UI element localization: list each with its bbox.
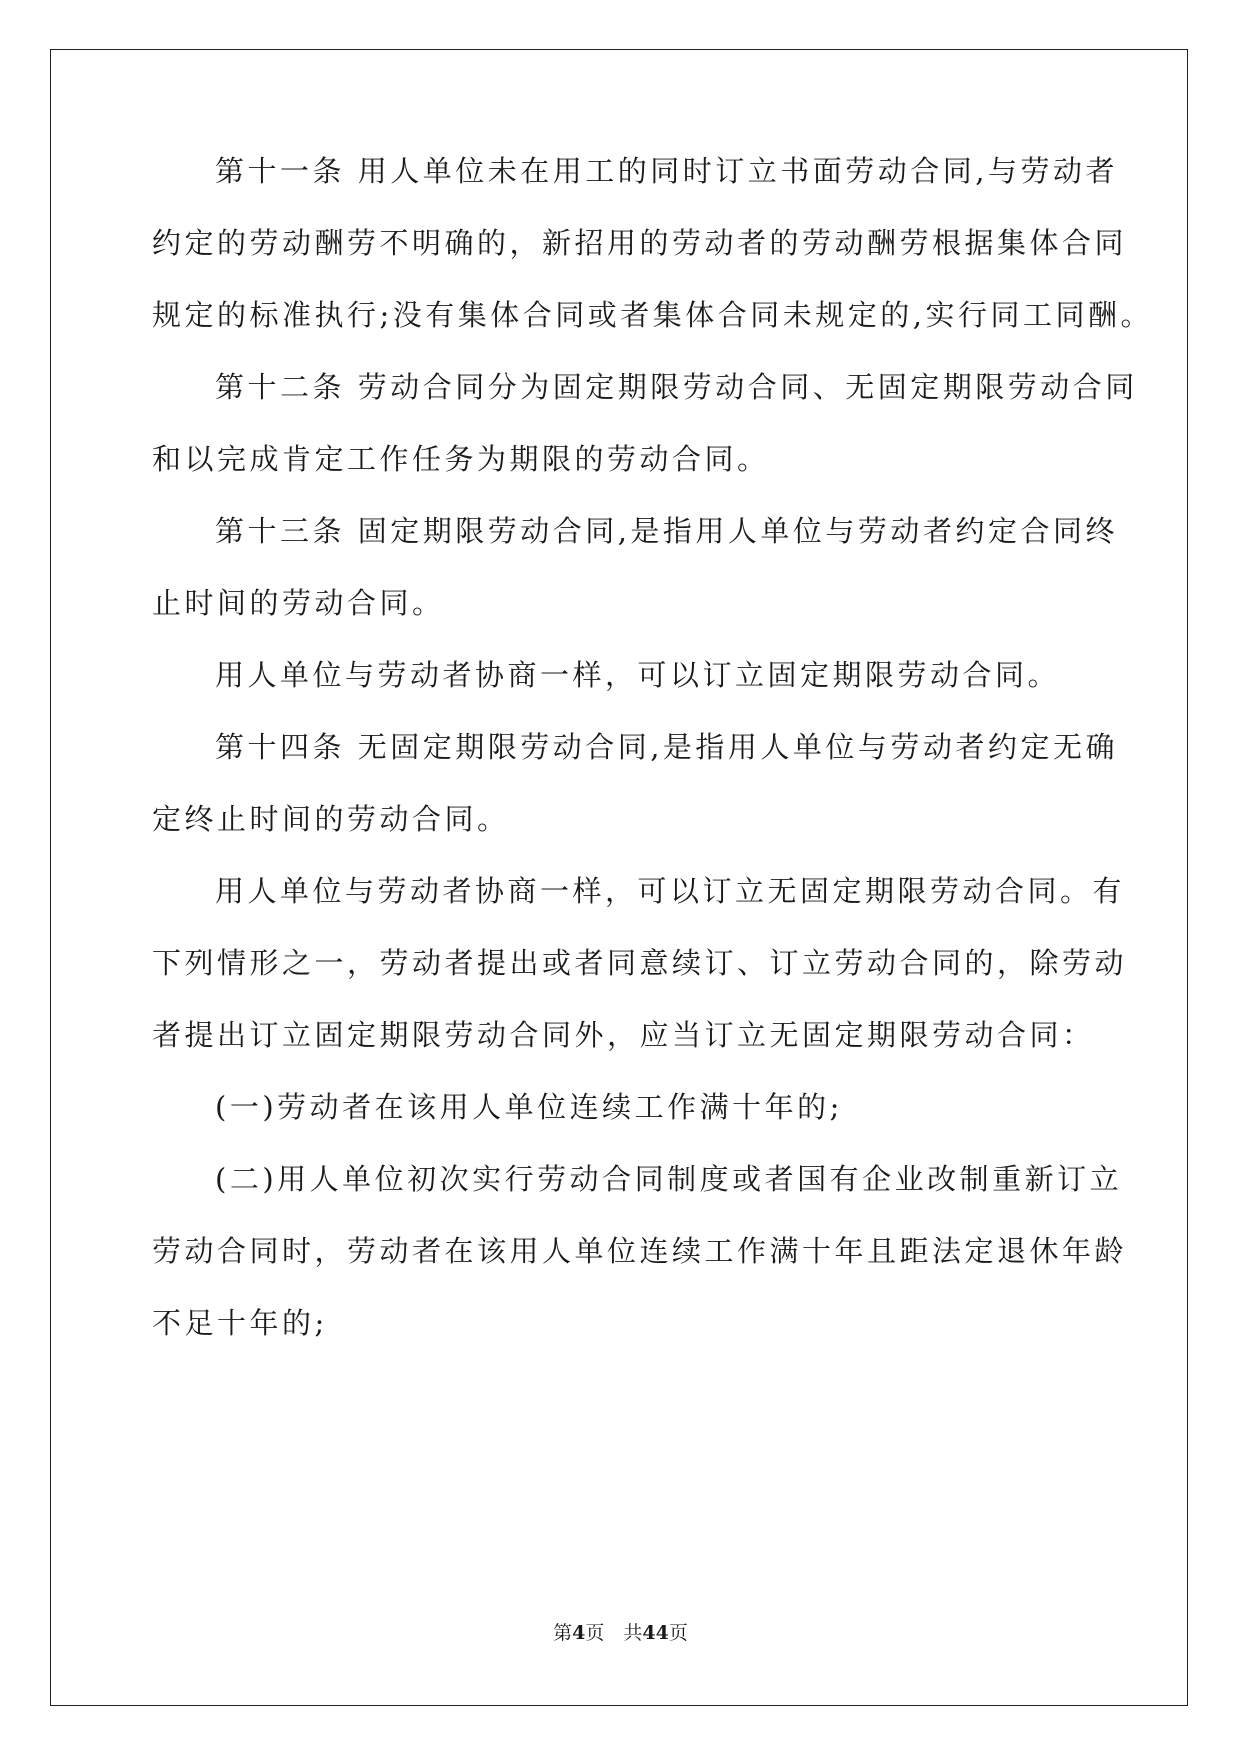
article-11-line-1: 第十一条 用人单位未在用工的同时订立书面劳动合同,与劳动者 <box>215 154 1118 188</box>
footer-middle: 页 共 <box>585 1622 643 1644</box>
article-14-paragraph-2-line-3: 者提出订立固定期限劳动合同外，应当订立无固定期限劳动合同： <box>152 1018 1095 1052</box>
footer-prefix: 第 <box>553 1622 573 1644</box>
page-footer <box>0 1622 1241 1644</box>
article-13-line-2: 止时间的劳动合同。 <box>152 586 445 620</box>
clause-2-line-1: (二)用人单位初次实行劳动合同制度或者国有企业改制重新订立 <box>215 1162 1123 1196</box>
clause-2-line-2: 劳动合同时，劳动者在该用人单位连续工作满十年且距法定退休年龄 <box>152 1234 1128 1268</box>
footer-suffix: 页 <box>668 1622 688 1644</box>
article-14-line-2: 定终止时间的劳动合同。 <box>152 802 510 836</box>
clause-2-line-3: 不足十年的; <box>152 1306 328 1340</box>
article-12-line-2: 和以完成肯定工作任务为期限的劳动合同。 <box>152 442 770 476</box>
total-pages-number: 44 <box>642 1622 669 1644</box>
article-13-paragraph-2: 用人单位与劳动者协商一样，可以订立固定期限劳动合同。 <box>215 658 1061 692</box>
article-14-paragraph-2-line-2: 下列情形之一，劳动者提出或者同意续订、订立劳动合同的，除劳动 <box>152 946 1128 980</box>
article-11-line-3: 规定的标准执行;没有集体合同或者集体合同未规定的,实行同工同酬。 <box>152 298 1153 332</box>
clause-1: (一)劳动者在该用人单位连续工作满十年的; <box>215 1090 843 1124</box>
article-11-line-2: 约定的劳动酬劳不明确的，新招用的劳动者的劳动酬劳根据集体合同 <box>152 226 1128 260</box>
article-13-line-1: 第十三条 固定期限劳动合同,是指用人单位与劳动者约定合同终 <box>215 514 1118 548</box>
current-page-number: 4 <box>572 1622 586 1644</box>
article-14-paragraph-2-line-1: 用人单位与劳动者协商一样，可以订立无固定期限劳动合同。有 <box>215 874 1126 908</box>
article-14-line-1: 第十四条 无固定期限劳动合同,是指用人单位与劳动者约定无确 <box>215 730 1118 764</box>
article-12-line-1: 第十二条 劳动合同分为固定期限劳动合同、无固定期限劳动合同 <box>215 370 1138 404</box>
